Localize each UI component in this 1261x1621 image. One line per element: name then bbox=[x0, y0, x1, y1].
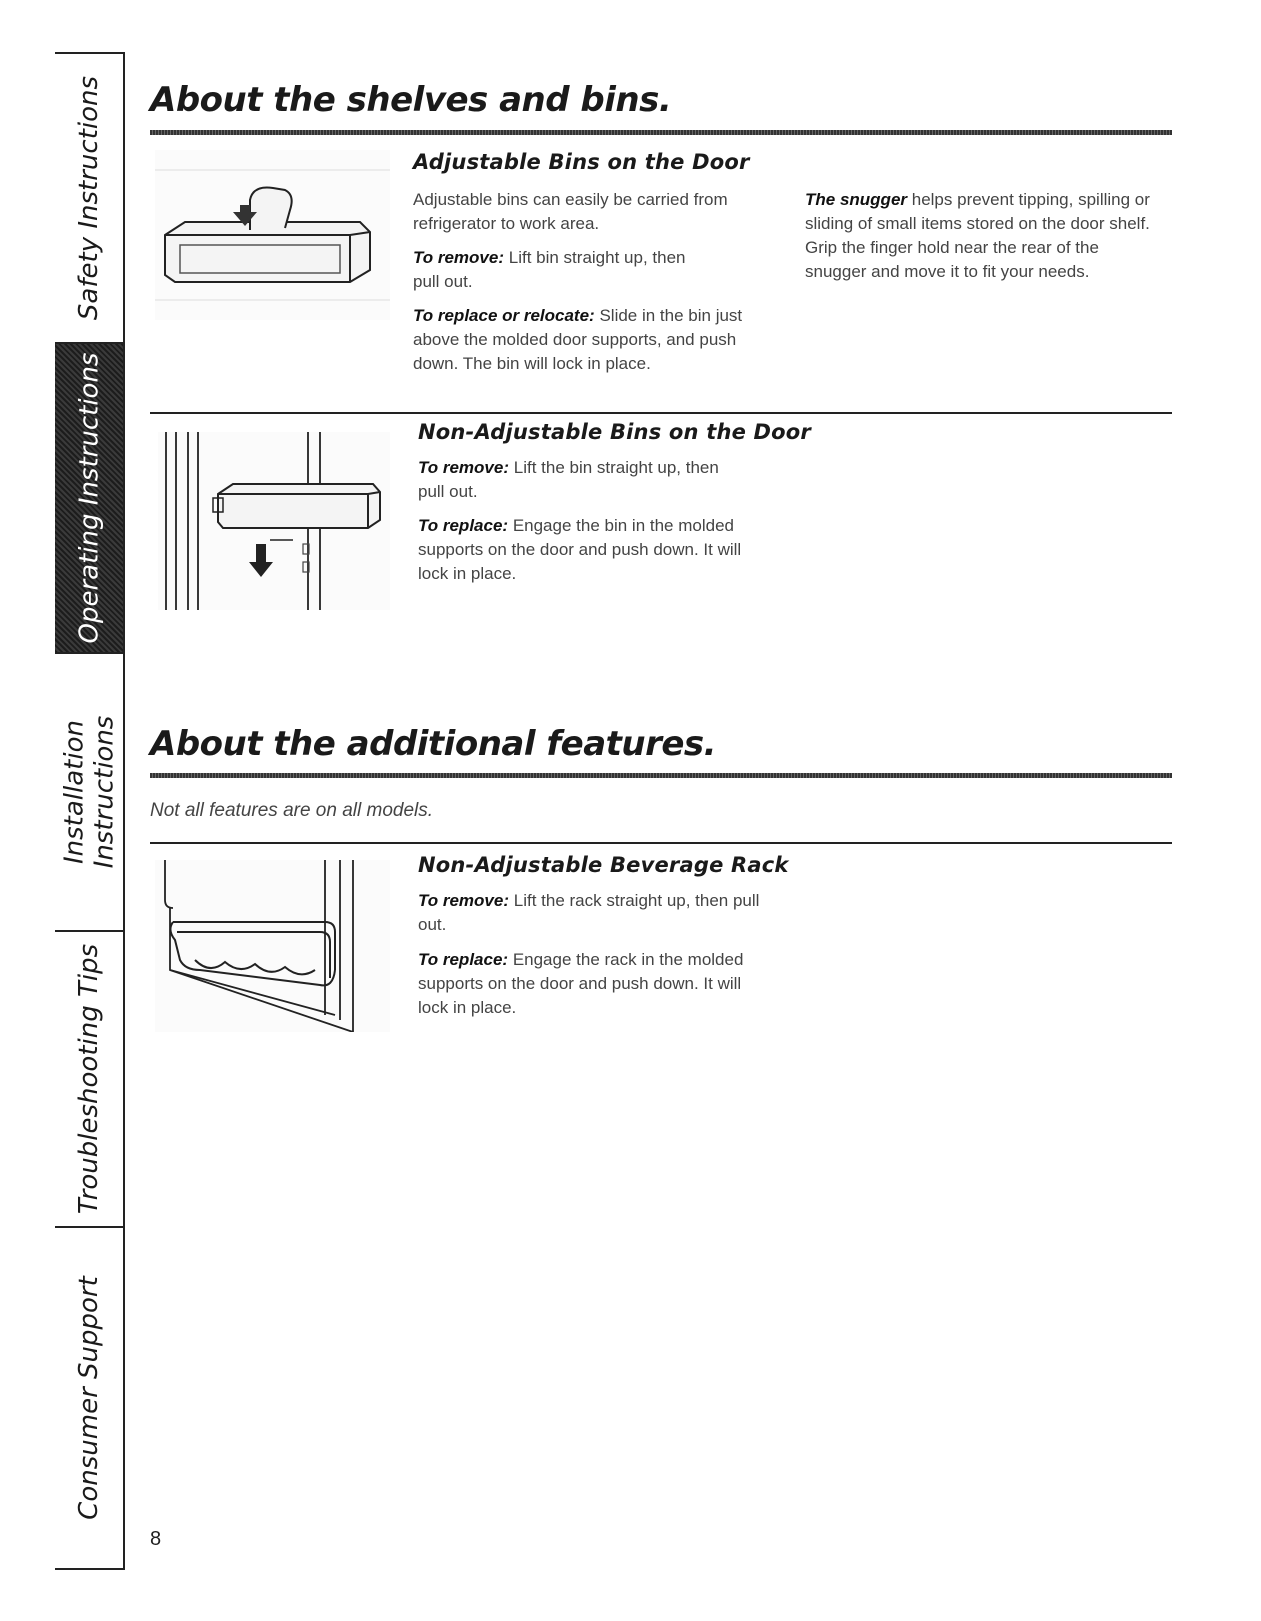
tab-label: Installation Instructions bbox=[59, 715, 119, 869]
snugger-text: helps prevent tipping, spilling or sliding of small items stored on the door shelf. Grip the finger hold near the rear of the snugger and move it to fit your needs. bbox=[805, 190, 1150, 281]
tab-consumer-support[interactable] bbox=[55, 1228, 123, 1568]
page-number: 8 bbox=[150, 1528, 162, 1550]
tab-label: Safety Instructions bbox=[74, 75, 105, 321]
adjustable-bin-illustration bbox=[155, 150, 390, 320]
tab-label: Operating Instructions bbox=[74, 352, 105, 644]
title-rule bbox=[150, 130, 1172, 135]
tab-troubleshooting-tips[interactable] bbox=[55, 932, 123, 1228]
section-divider bbox=[150, 412, 1172, 414]
rack-remove-paragraph bbox=[418, 889, 773, 937]
rack-replace-paragraph bbox=[418, 948, 758, 1020]
replace-label: To replace: bbox=[418, 516, 509, 535]
tab-safety-instructions[interactable] bbox=[55, 54, 123, 344]
tab-label: Consumer Support bbox=[74, 1276, 104, 1520]
replace-label: To replace or relocate: bbox=[413, 306, 595, 325]
replace-label: To replace: bbox=[418, 950, 509, 969]
remove-text: Lift bin straight up, then pull out. bbox=[413, 248, 686, 291]
remove-text: Lift the rack straight up, then pull out. bbox=[418, 891, 760, 934]
title-rule bbox=[150, 773, 1172, 778]
tab-operating-instructions[interactable] bbox=[55, 344, 123, 654]
replace-text: Engage the rack in the molded supports on the door and push down. It will lock in place. bbox=[418, 950, 744, 1017]
section-title-additional-features: About the additional features. bbox=[150, 724, 717, 764]
subheading-nonadjustable-bins: Non-Adjustable Bins on the Door bbox=[418, 420, 811, 444]
remove-label: To remove: bbox=[418, 458, 510, 477]
adjustable-remove-paragraph bbox=[413, 246, 713, 294]
nonadjustable-remove-paragraph bbox=[418, 456, 738, 504]
subheading-beverage-rack: Non-Adjustable Beverage Rack bbox=[418, 853, 789, 877]
snugger-label: The snugger bbox=[805, 190, 908, 209]
tab-installation-instructions[interactable] bbox=[55, 654, 123, 932]
subheading-adjustable-bins: Adjustable Bins on the Door bbox=[413, 150, 750, 174]
beverage-rack-illustration bbox=[155, 860, 390, 1032]
replace-text: Slide in the bin just above the molded door supports, and push down. The bin will lock in place. bbox=[413, 306, 743, 373]
adjustable-replace-paragraph bbox=[413, 304, 768, 376]
tab-label: Troubleshooting Tips bbox=[74, 943, 105, 1215]
section-tabs bbox=[55, 52, 125, 1570]
adjustable-bins-intro: Adjustable bins can easily be carried from refrigerator to work area. bbox=[413, 190, 728, 233]
remove-label: To remove: bbox=[418, 891, 510, 910]
snugger-paragraph bbox=[805, 188, 1160, 284]
remove-text: Lift the bin straight up, then pull out. bbox=[418, 458, 719, 501]
section-divider bbox=[150, 842, 1172, 844]
remove-label: To remove: bbox=[413, 248, 505, 267]
section-title-shelves-bins: About the shelves and bins. bbox=[150, 80, 672, 120]
replace-text: Engage the bin in the molded supports on the door and push down. It will lock in place. bbox=[418, 516, 742, 583]
nonadjustable-replace-paragraph bbox=[418, 514, 748, 586]
nonadjustable-bin-illustration bbox=[158, 432, 390, 610]
models-note: Not all features are on all models. bbox=[150, 800, 434, 821]
